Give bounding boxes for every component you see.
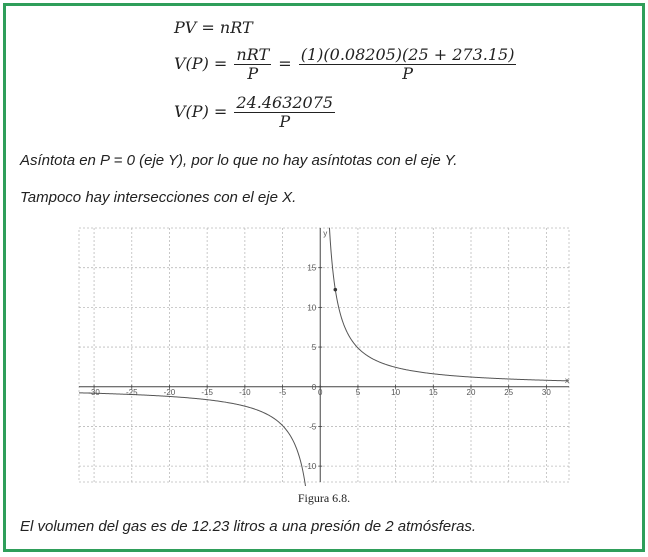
y-axis-label: y [323, 229, 328, 238]
equation-volume-simplified: V(P) = $\frac{24.4632075}{P}$ [174, 93, 334, 131]
x-tick-label: -25 [125, 387, 138, 397]
chart-axes [79, 228, 569, 482]
x-tick-label: -15 [201, 387, 213, 397]
x-tick-label: 10 [391, 387, 401, 397]
x-tick-label: -5 [278, 387, 287, 397]
y-tick-label: 0 [311, 382, 317, 392]
x-tick-label: -10 [239, 387, 251, 397]
fraction-substituted: $\frac{(1)(0.08205)(25 + 273.15)}{P}$ [300, 45, 515, 83]
y-tick-label: 5 [311, 343, 317, 353]
y-tick-label: -5 [309, 422, 317, 432]
x-tick-label: -20 [163, 387, 176, 397]
intersections-text: Tampoco hay intersecciones con el eje X. [20, 189, 297, 206]
x-tick-label: -30 [88, 387, 100, 397]
x-tick-label: 0 [318, 387, 323, 397]
fraction-constant-over-p: $\frac{24.4632075}{P}$ [236, 93, 334, 131]
chart-curves [79, 228, 569, 486]
y-tick-label: -10 [304, 462, 317, 472]
fraction-nrt-over-p: $\frac{\text{nRT}}{P}$ [236, 45, 270, 83]
conclusion-text: El volumen del gas es de 12.23 litros a una presión de 2 atmósferas. [20, 518, 477, 535]
y-tick-label: 15 [307, 263, 317, 273]
chart-marks [334, 288, 338, 292]
equation-ideal-gas: PV = nRT [174, 18, 253, 37]
chart-grid [79, 228, 569, 482]
x-tick-label: 25 [504, 387, 514, 397]
highlight-point [334, 288, 338, 292]
x-tick-label: 20 [466, 387, 476, 397]
x-tick-label: 15 [428, 387, 438, 397]
hyperbola-chart [6, 6, 642, 486]
x-tick-label: 30 [541, 387, 551, 397]
content-frame [3, 3, 645, 552]
equation-volume-general: V(P) = $\frac{\text{nRT}}{P}$ = $\frac{(1)(0.08205)(25 + 273.15)}{P}$ [174, 45, 515, 83]
x-tick-label: 5 [355, 387, 361, 397]
plot-border [79, 228, 569, 482]
x-axis-label: x [565, 375, 569, 385]
curve-negative-branch [79, 393, 306, 486]
y-tick-label: 10 [307, 303, 317, 313]
figure-caption: Figura 6.8. [297, 491, 351, 505]
curve-positive-branch [329, 228, 569, 381]
asymptote-text: Asíntota en P = 0 (eje Y), por lo que no hay asíntotas con el eje Y. [20, 152, 458, 169]
